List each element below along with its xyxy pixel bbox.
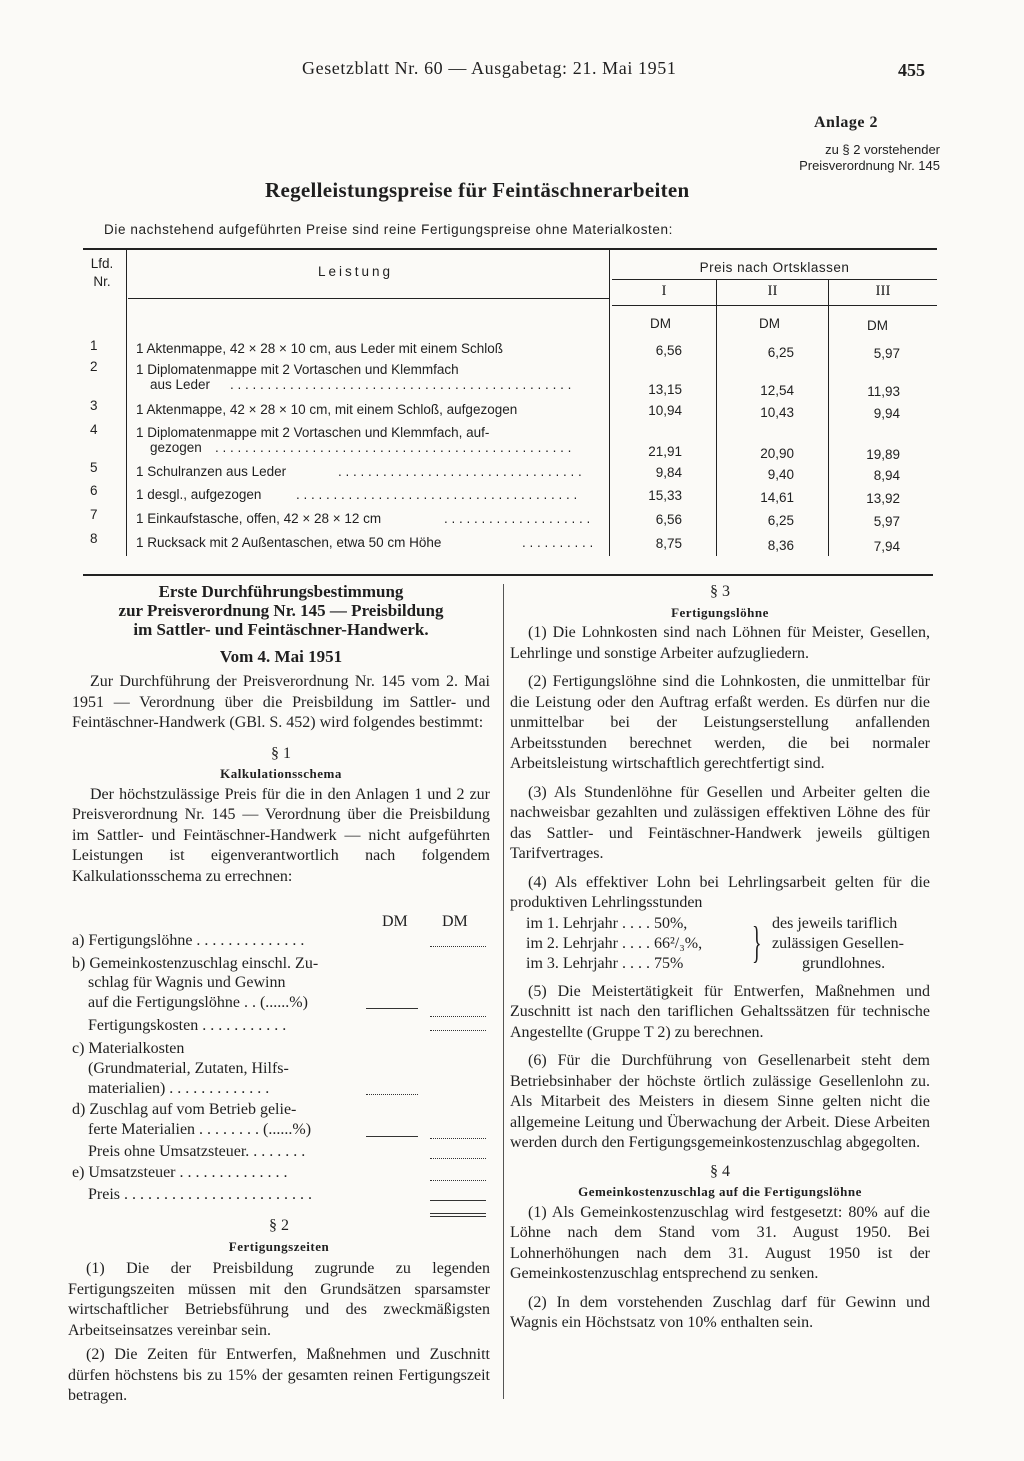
price-class-2: 6,25 [767, 513, 794, 528]
section-4-paragraph: (1) Als Gemeinkostenzuschlag wird festgesetzt: 80% auf die Löhne nach dem Stand vom 31. August 1950. Bei Lohnerhöhungen nach dem 31. August 1950 ist der Gemeinkostenzuschlag entsprechend zu senken. [510, 1203, 930, 1282]
calc-item-fk: Fertigungskosten . . . . . . . . . . . [88, 1017, 287, 1034]
table-header-rule [612, 305, 937, 306]
row-number: 3 [90, 398, 98, 413]
price-class-2: 12,54 [760, 383, 794, 398]
calc-item-preis: Preis . . . . . . . . . . . . . . . . . . . . . . . . [88, 1186, 312, 1203]
table-vrule [609, 250, 610, 556]
blank-field [366, 1008, 418, 1009]
left-column [72, 582, 490, 887]
calc-column-label: DM [442, 913, 468, 930]
price-class-1: 6,56 [655, 343, 682, 358]
row-number: 4 [90, 422, 98, 437]
price-class-1: 9,84 [655, 465, 682, 480]
section-2-paragraph: (1) Die der Preisbildung zugrunde zu legenden Fertigungszeiten müssen mit den Grundsätzen sparsamster wirtschaftlicher Betriebsführung und des zweckmäßigsten Arbeitseinsatzes vereinbar sein. [68, 1260, 490, 1339]
table-vrule [828, 280, 829, 556]
price-class-1: 15,33 [648, 488, 682, 503]
row-service: 1 Einkaufstasche, offen, 42 × 28 × 12 cm [136, 511, 382, 526]
price-class-2: 20,90 [760, 446, 794, 461]
calc-item-e: e) Umsatzsteuer . . . . . . . . . . . . . . [72, 1164, 288, 1181]
section-4-paragraph: (2) In dem vorstehenden Zuschlag darf für Gewinn und Wagnis ein Höchstsatz von 10% enthalten sein. [510, 1293, 930, 1331]
price-class-2: 9,40 [767, 467, 794, 482]
column-divider [503, 584, 504, 1399]
leader-dots: . . . . . . . . . . . . . . . . . . . . . . . . . . . . . . . . . [338, 464, 582, 479]
calc-item-c: (Grundmaterial, Zutaten, Hilfs- [88, 1060, 289, 1077]
section-title: Gemeinkostenzuschlag auf die Fertigungslöhne [578, 1184, 862, 1199]
apprentice-note: des jeweils tariflich [772, 914, 898, 932]
row-service-cont: aus Leder [150, 377, 211, 392]
col-header-class: II [767, 283, 778, 299]
row-number: 1 [90, 338, 98, 353]
calc-item-c: c) Materialkosten [72, 1040, 185, 1057]
table-top-rule [83, 248, 937, 250]
price-class-3: 5,97 [873, 514, 900, 529]
row-number: 5 [90, 460, 98, 475]
price-class-3: 11,93 [867, 384, 900, 399]
row-service: 1 Aktenmappe, 42 × 28 × 10 cm, aus Leder mit einem Schloß [136, 341, 503, 356]
section-3-paragraph: (1) Die Lohnkosten sind nach Löhnen für Meister, Gesellen, Lehrlinge und sonstige Arbeiter aufzugliedern. [510, 624, 930, 662]
row-service: 1 Diplomatenmappe mit 2 Vortaschen und Klemmfach [136, 362, 459, 377]
blank-field [430, 1200, 486, 1201]
col-header-no: Lfd. [90, 256, 114, 271]
row-number: 6 [90, 483, 98, 498]
preamble: Zur Durchführung der Preisverordnung Nr. 145 vom 2. Mai 1951 — Verordnung über die Preisbildung im Sattler- und Feintäschner-Handwerk (GBl. S. 452) wird folgendes bestimmt: [72, 673, 490, 731]
row-number: 7 [90, 507, 98, 522]
intro-text: Die nachstehend aufgeführten Preise sind reine Fertigungspreise ohne Materialkosten: [104, 222, 673, 237]
price-class-1: 10,94 [648, 403, 682, 418]
currency-label: DM [650, 316, 671, 331]
apprentice-rates [526, 914, 930, 976]
table-bottom-rule [83, 574, 933, 576]
calc-item-d: d) Zuschlag auf vom Betrieb gelie- [72, 1101, 297, 1118]
regulation-heading: Erste Durchführungsbestimmung [158, 582, 404, 601]
section-3-paragraph: (6) Für die Durchführung von Gesellenarbeit steht dem Betriebsinhaber der höchste örtlich zulässige Gesellenlohn zu. Als Mitarbeit des Meisters in diesem Sinne gelten nicht die allgemeine Leitung und Überwachung der Arbeit. Diese Arbeiten werden durch den Fertigungsgemeinkostenzuschlag abgegolten. [510, 1052, 930, 1151]
section-3-paragraph: (3) Als Stundenlöhne für Gesellen und Arbeiter gelten die nachweisbar gezahlten und zulässigen effektiven Löhne des für das Sattler- und Feintäschner-Handwerk jeweils gültigen Tarifvertrages. [510, 783, 930, 862]
table-header-rule [128, 298, 610, 299]
col-header-price-group: Preis nach Ortsklassen [699, 260, 850, 275]
calc-item-pou: Preis ohne Umsatzsteuer. . . . . . . . [88, 1143, 306, 1160]
price-class-1: 6,56 [655, 512, 682, 527]
row-number: 8 [90, 531, 98, 546]
blank-field [366, 1136, 418, 1137]
section-2 [68, 1216, 490, 1407]
table-vrule [126, 250, 127, 556]
apprentice-row: im 2. Lehrjahr . . . . 66²/₃%, [526, 934, 703, 952]
section-1-text: Der höchstzulässige Preis für die in den Anlagen 1 und 2 zur Preisverordnung Nr. 145 — Verordnung über die Preisbildung im Sattler- und Feintäschner-Handwerk — nicht aufgeführten Leistungen ist eigenverantwortlich nach folgendem Kalkulationsschema zu errechnen: [72, 785, 490, 885]
table-vrule [716, 280, 717, 556]
row-service: 1 Diplomatenmappe mit 2 Vortaschen und Klemmfach, auf- [136, 425, 490, 440]
brace-icon: } [752, 917, 762, 967]
blank-field [366, 1094, 418, 1095]
col-header-no: Nr. [93, 274, 111, 289]
leader-dots: . . . . . . . . . . . . . . . . . . . . . . . . . . . . . . . . . . . . . . . . . . . . . . [230, 377, 572, 392]
price-class-3: 8,94 [873, 468, 900, 483]
section-3-paragraph: (2) Fertigungslöhne sind die Lohnkosten, die unmittelbar für die Leistung oder den Auftrag erfaßt werden. Es dürfen nur die unmittelbar bei der Leistungserstellung anfallenden Arbeitsstunden berechnet werden, die bei normaler Arbeitsleistung wirtschaftlich gerechtfertigt sind. [510, 673, 930, 772]
section-title: Fertigungszeiten [228, 1238, 330, 1254]
row-service: 1 Aktenmappe, 42 × 28 × 10 cm, mit einem Schloß, aufgezogen [136, 402, 518, 417]
apprentice-row: im 1. Lehrjahr . . . . 50%, [526, 914, 688, 932]
section-2-paragraph: (2) Die Zeiten für Entwerfen, Maßnehmen und Zuschnitt dürfen höchstens bis zu 15% der gesamten reinen Fertigungszeit betragen. [68, 1346, 490, 1404]
col-header-class: III [875, 283, 891, 299]
right-column [510, 582, 930, 1334]
annex-note-line: Preisverordnung Nr. 145 [799, 158, 940, 173]
leader-dots: . . . . . . . . . . . . . . . . . . . . [444, 511, 591, 526]
section-3-paragraph: (5) Die Meistertätigkeit für Entwerfen, Maßnehmen und Zuschnitt ist nach den tariflichen Gehaltssätzen für technische Angestellte (Gruppe T 2) zu berechnen. [510, 982, 930, 1041]
section-number: § 1 [271, 744, 291, 762]
running-head: Gesetzblatt Nr. 60 — Ausgabetag: 21. Mai 1951 [302, 58, 677, 78]
price-class-1: 21,91 [648, 444, 682, 459]
table-header-rule [612, 279, 937, 280]
leader-dots: . . . . . . . . . . . . . . . . . . . . . . . . . . . . . . . . . . . . . . [296, 487, 578, 502]
leader-dots: . . . . . . . . . . . . . . . . . . . . . . . . . . . . . . . . . . . . . . . . . . . . . . . . [215, 440, 572, 455]
calc-column-label: DM [382, 913, 408, 930]
price-class-2: 8,36 [767, 538, 794, 553]
section-title: Kalkulationsschema [220, 766, 342, 781]
leader-dots: . . . . . . . . . . [522, 535, 594, 550]
blank-field [430, 1158, 486, 1159]
document-title: Regelleistungspreise für Feintäschnerarbeiten [265, 178, 690, 202]
blank-field [430, 946, 486, 947]
apprentice-note: zulässigen Gesellen- [772, 934, 904, 952]
annex-note-line: zu § 2 vorstehender [825, 142, 940, 157]
apprentice-note: grundlohnes. [802, 954, 886, 972]
calc-item-b: b) Gemeinkostenzuschlag einschl. Zu- [72, 955, 319, 972]
calc-item-b: schlag für Wagnis und Gewinn [88, 974, 286, 991]
row-service: 1 desgl., aufgezogen [136, 487, 262, 502]
blank-field [430, 1138, 486, 1139]
price-class-3: 5,97 [873, 346, 900, 361]
apprentice-row: im 3. Lehrjahr . . . . 75% [526, 954, 684, 972]
price-class-2: 10,43 [760, 405, 794, 420]
currency-label: DM [759, 316, 780, 331]
section-number: § 2 [269, 1217, 289, 1234]
blank-field [430, 1016, 486, 1017]
regulation-date: Vom 4. Mai 1951 [219, 647, 343, 666]
price-class-3: 7,94 [873, 539, 900, 554]
row-service-cont: gezogen [150, 440, 202, 455]
section-title: Fertigungslöhne [671, 604, 769, 620]
price-class-1: 13,15 [648, 382, 682, 397]
col-header-class: I [661, 283, 667, 299]
calc-item-d: ferte Materialien . . . . . . . . (......%) [88, 1121, 312, 1138]
regulation-heading: zur Preisverordnung Nr. 145 — Preisbildung [118, 601, 444, 620]
section-number: § 4 [710, 1162, 730, 1180]
currency-label: DM [867, 318, 888, 333]
calc-item-c: materialien) . . . . . . . . . . . . . [88, 1080, 270, 1097]
calc-item-a: a) Fertigungslöhne . . . . . . . . . . . . . . [72, 932, 305, 949]
annex-note [799, 142, 940, 174]
price-class-2: 6,25 [767, 345, 794, 360]
price-class-1: 8,75 [655, 536, 682, 551]
page-number: 455 [898, 60, 925, 80]
blank-field [430, 1180, 486, 1181]
row-service: 1 Rucksack mit 2 Außentaschen, etwa 50 cm Höhe [136, 535, 442, 550]
price-class-3: 9,94 [873, 406, 900, 421]
section-number: § 3 [710, 583, 730, 600]
price-class-3: 19,89 [866, 447, 900, 462]
regulation-heading: im Sattler- und Feintäschner-Handwerk. [133, 620, 429, 639]
price-class-3: 13,92 [866, 491, 900, 506]
blank-field [430, 1030, 486, 1031]
calc-item-b: auf die Fertigungslöhne . . (......%) [88, 994, 308, 1011]
price-class-2: 14,61 [760, 490, 794, 505]
row-number: 2 [90, 359, 98, 374]
annex-label: Anlage 2 [814, 114, 878, 131]
section-3-paragraph: (4) Als effektiver Lohn bei Lehrlingsarbeit gelten für die produktiven Lehrlingsstunden [510, 873, 930, 911]
col-header-service: Leistung [318, 264, 394, 279]
blank-field [430, 1213, 486, 1214]
row-service: 1 Schulranzen aus Leder [136, 464, 287, 479]
